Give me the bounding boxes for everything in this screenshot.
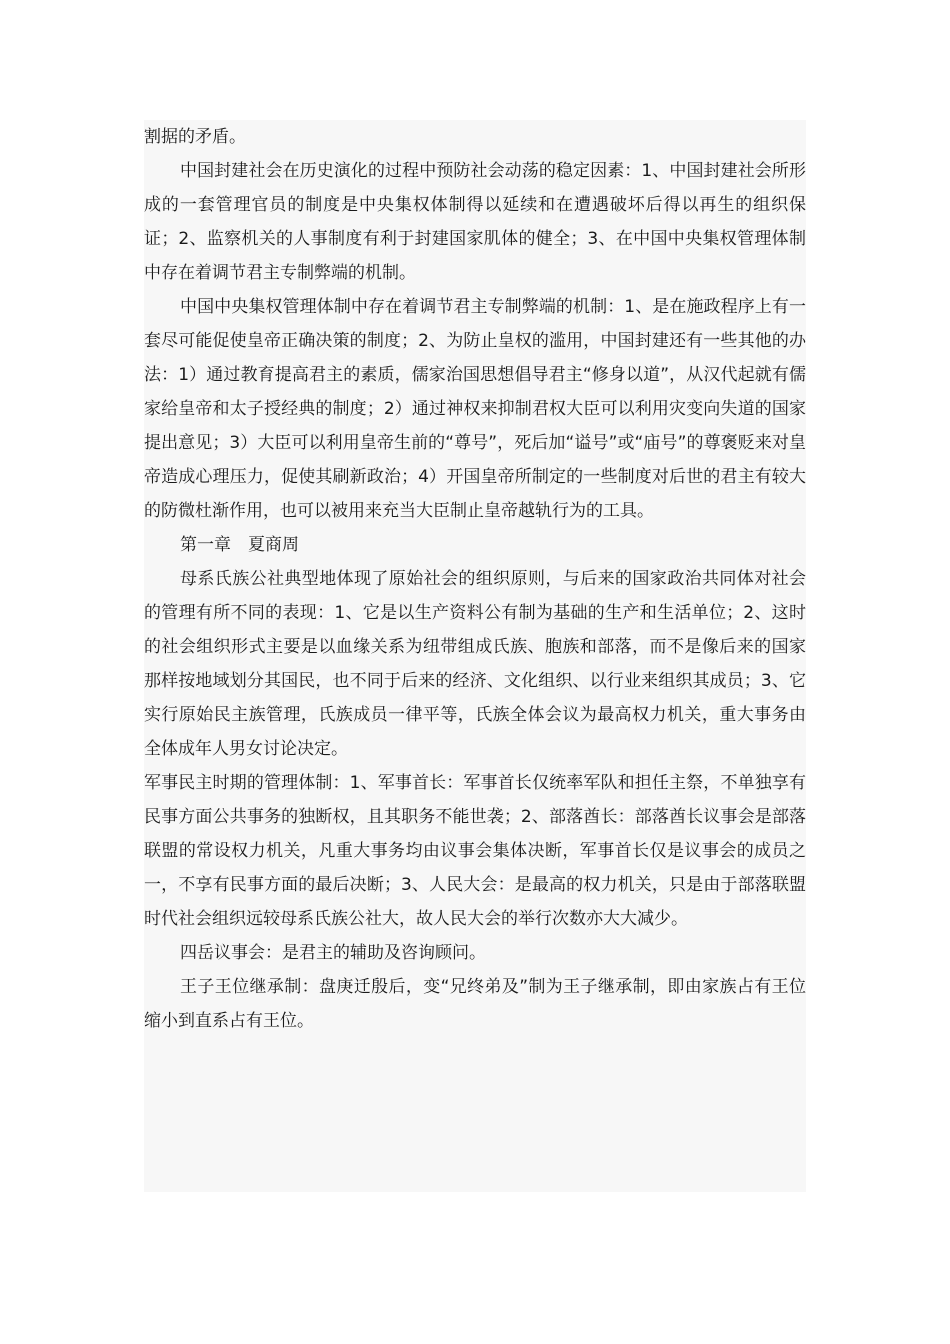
paragraph-2: 中国封建社会在历史演化的过程中预防社会动荡的稳定因素：1、中国封建社会所形成的一套管理官员的制度是中央集权体制得以延续和在遭遇破坏后得以再生的组织保证；2、监察机关的人事制度有利于封建国家肌体的健全；3、在中国中央集权管理体制中存在着调节君主专制弊端的机制。	[144, 161, 806, 283]
document-body	[144, 120, 806, 1192]
paragraph-3: 中国中央集权管理体制中存在着调节君主专制弊端的机制：1、是在施政程序上有一套尽可能促使皇帝正确决策的制度；2、为防止皇权的滥用，中国封建还有一些其他的办法：1）通过教育提高君主的素质，儒家治国思想倡导君主“修身以道”，从汉代起就有儒家给皇帝和太子授经典的制度；2）通过神权来抑制君权大臣可以利用灾变向失道的国家提出意见；3）大臣可以利用皇帝生前的“尊号”，死后加“谥号”或“庙号”的尊褒贬来对皇帝造成心理压力，促使其刷新政治；4）开国皇帝所制定的一些制度对后世的君主有较大的防微杜渐作用，也可以被用来充当大臣制止皇帝越轨行为的工具。	[144, 297, 806, 521]
paragraph-8: 王子王位继承制：盘庚迁殷后，变“兄终弟及”制为王子继承制，即由家族占有王位缩小到直系占有王位。	[144, 977, 806, 1031]
paragraph-7: 四岳议事会：是君主的辅助及咨询顾问。	[180, 943, 486, 963]
paragraph-6: 军事民主时期的管理体制：1、军事首长：军事首长仅统率军队和担任主祭，不单独享有民事方面公共事务的独断权，且其职务不能世袭；2、部落酋长：部落酋长议事会是部落联盟的常设权力机关，凡重大事务均由议事会集体决断，军事首长仅是议事会的成员之一，不享有民事方面的最后决断；3、人民大会：是最高的权力机关，只是由于部落联盟时代社会组织远较母系氏族公社大，故人民大会的举行次数亦大大减少。	[144, 773, 806, 929]
paragraph-5: 母系氏族公社典型地体现了原始社会的组织原则，与后来的国家政治共同体对社会的管理有所不同的表现：1、它是以生产资料公有制为基础的生产和生活单位；2、这时的社会组织形式主要是以血缘关系为纽带组成氏族、胞族和部落，而不是像后来的国家那样按地域划分其国民，也不同于后来的经济、文化组织、以行业来组织其成员；3、它实行原始民主族管理，氏族成员一律平等，氏族全体会议为最高权力机关，重大事务由全体成年人男女讨论决定。	[144, 569, 806, 759]
paragraph-1: 割据的矛盾。	[144, 127, 246, 147]
chapter-heading: 第一章 夏商周	[180, 535, 299, 555]
